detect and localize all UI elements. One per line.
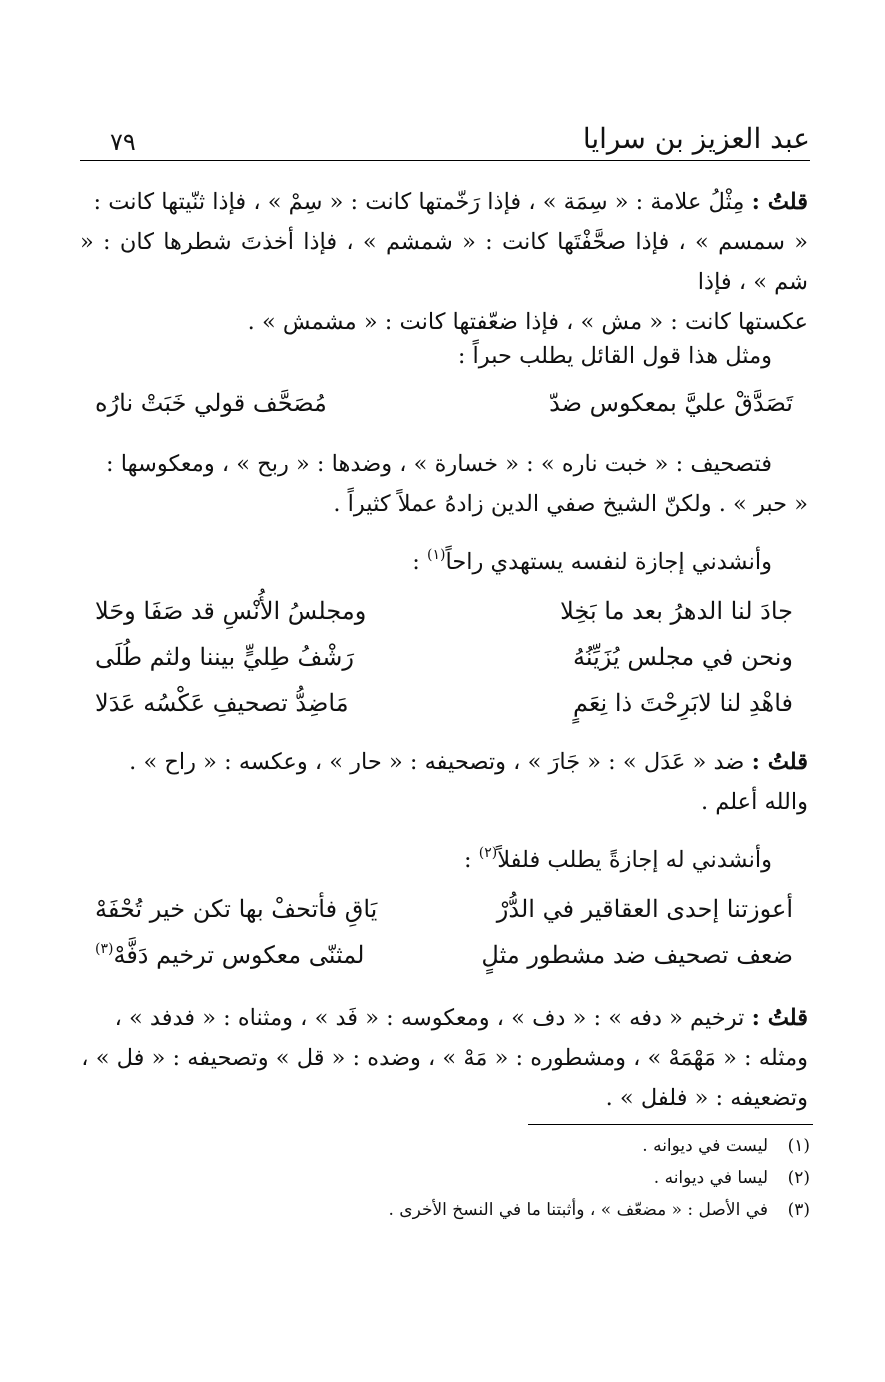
qultu-label: قلتُ : (751, 1005, 808, 1031)
footnotes (290, 1130, 810, 1226)
footnote-number: (٢) (787, 1168, 810, 1188)
poem (95, 886, 793, 978)
paragraph-line: وتضعيفه : « فلفل » . (605, 1085, 808, 1111)
page-title: عبد العزيز بن سرايا (582, 122, 810, 155)
paragraph (80, 542, 808, 582)
footnote-text: في الأصل : « مضعّف » ، وأثبتنا ما في النسخ الأخرى . (388, 1200, 768, 1220)
footnote-ref[interactable]: (٢) (478, 845, 498, 861)
paragraph (80, 998, 808, 1118)
verse-line (95, 634, 793, 680)
poem (95, 380, 793, 426)
paragraph-line: والله أعلم . (700, 789, 808, 815)
footnote-number: (١) (787, 1136, 810, 1156)
paragraph-line: « سمسم » ، فإذا صحَّفْتَها كانت : « شمشم » ، فإذا أخذتَ شطرها كان : « شم » ، فإذا (80, 229, 808, 295)
paragraph-tail: : (412, 549, 428, 575)
paragraph-tail: : (464, 847, 479, 873)
header-rule (80, 160, 810, 161)
hemistich-text: لمثنّى معكوس ترخيم دَفَّهْ (113, 941, 365, 969)
paragraph-line: عكستها كانت : « مش » ، فإذا ضعّفتها كانت : « مشمش » . (247, 309, 808, 335)
footnote-ref[interactable]: (١) (427, 547, 446, 563)
paragraph-line: « حبر » . ولكنّ الشيخ صفي الدين زادهُ عملاً كثيراً . (333, 491, 808, 517)
paragraph (80, 336, 808, 376)
verse-line (95, 588, 793, 634)
paragraph-text: وأنشدني له إجازةً يطلب فلفلاً (497, 847, 772, 873)
running-header (80, 118, 810, 162)
paragraph-line: ومثله : « مَهْمَهْ » ، ومشطوره : « مَهْ » ، وضده : « قل » وتصحيفه : « فل » ، (81, 1045, 808, 1071)
hemistich-first: تَصَدَّقْ عليَّ بمعكوس ضدّ (549, 389, 793, 417)
paragraph-line: فتصحيف : « خبت ناره » : « خسارة » ، وضدها : « ربح » ، ومعكوسها : (106, 451, 772, 477)
paragraph-line: ومثل هذا قول القائل يطلب حبراً : (457, 343, 772, 369)
hemistich-first: ونحن في مجلس يُزَيِّنُهُ (573, 643, 793, 671)
footnote (290, 1130, 810, 1162)
hemistich-second: رَشْفُ طِليٍّ بيننا ولثم طُلَى (95, 643, 354, 671)
hemistich-second: ومجلسُ الأُنْسِ قد صَفَا وحَلا (95, 597, 367, 625)
verse-line (95, 886, 793, 932)
paragraph-line: ضد « عَدَل » : « جَارَ » ، وتصحيفه : « حار » ، وعكسه : « راح » . (129, 749, 745, 775)
hemistich-first: ضعف تصحيف ضد مشطور مثلٍ (481, 941, 793, 969)
hemistich-second (95, 932, 420, 978)
footnote (290, 1194, 810, 1226)
hemistich-second: مُصَحَّف قولي خَبَتْ نارُه (95, 389, 327, 417)
verse-line (95, 680, 793, 726)
hemistich-first: جادَ لنا الدهرُ بعد ما بَخِلا (560, 597, 793, 625)
hemistich-first: فاهْدِ لنا لابَرِحْتَ ذا نِعَمٍ (572, 689, 793, 717)
verse-line (95, 932, 793, 978)
poem (95, 588, 793, 726)
hemistich-second: يَاقِ فأتحفْ بها تكن خير تُحْفَهْ (95, 895, 378, 923)
paragraph (80, 182, 808, 342)
page-number: ٧٩ (110, 128, 136, 156)
qultu-label: قلتُ : (751, 189, 808, 215)
paragraph (80, 444, 808, 524)
footnote-text: ليست في ديوانه . (642, 1136, 768, 1156)
qultu-label: قلتُ : (751, 749, 808, 775)
paragraph (80, 840, 808, 880)
footnote (290, 1162, 810, 1194)
hemistich-first: أعوزتنا إحدى العقاقير في الدُّرْ (496, 895, 793, 923)
footnote-number: (٣) (787, 1200, 810, 1220)
footnote-ref[interactable]: (٣) (95, 941, 114, 957)
hemistich-second: مَاضِدُّ تصحيفِ عَكْسُه عَدَلا (95, 689, 349, 717)
footnote-rule (528, 1124, 813, 1125)
verse-line (95, 380, 793, 426)
footnote-text: ليسا في ديوانه . (653, 1168, 768, 1188)
paragraph (80, 742, 808, 822)
paragraph-line: مِثْلُ علامة : « سِمَة » ، فإذا رَخّمتها كانت : « سِمْ » ، فإذا ثنّيتها كانت : (93, 189, 745, 215)
paragraph-line: ترخيم « دفه » : « دف » ، ومعكوسه : « فَد » ، ومثناه : « فدفد » ، (114, 1005, 745, 1031)
paragraph-text: وأنشدني إجازة لنفسه يستهدي راحاً (445, 549, 772, 575)
